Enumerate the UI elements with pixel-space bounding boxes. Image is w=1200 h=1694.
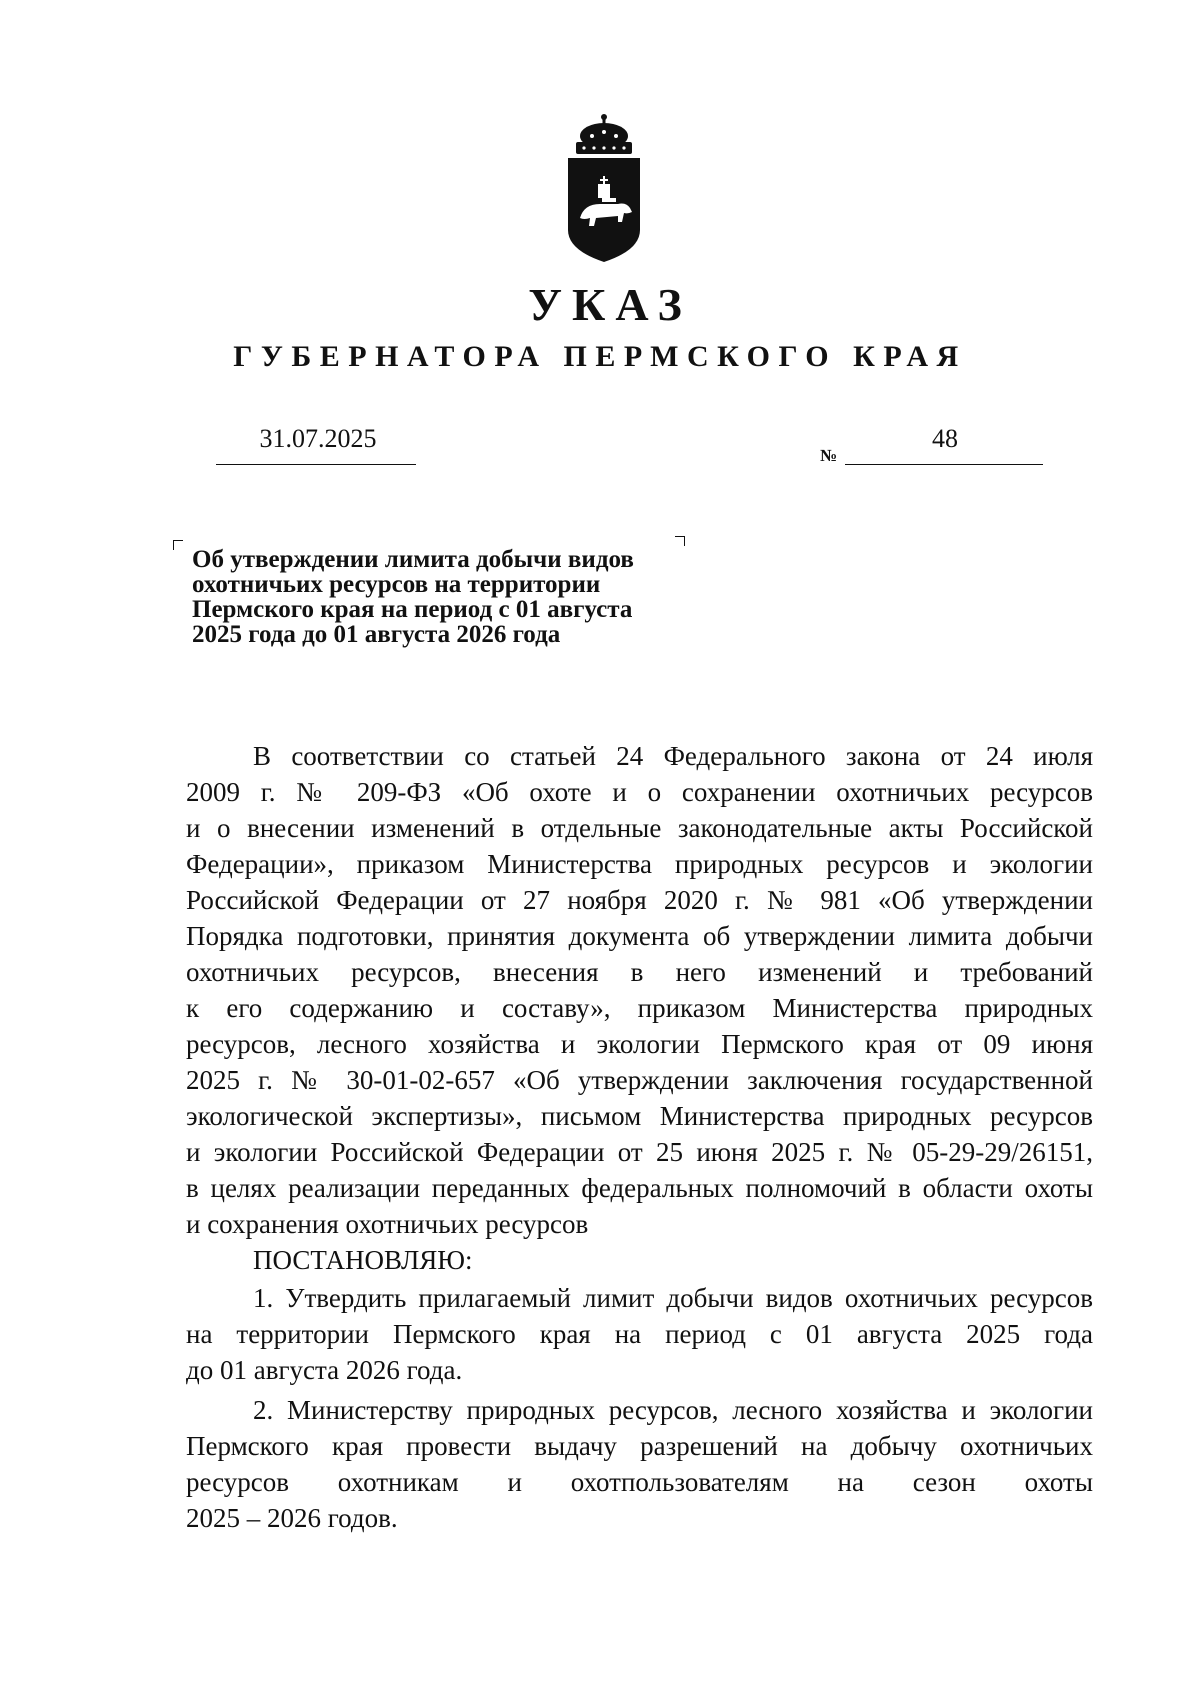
preamble-line: Федерации», приказом Министерства природных ресурсов и экологии <box>186 849 1093 879</box>
number-sign: № <box>820 446 838 465</box>
resolve-heading: ПОСТАНОВЛЯЮ: <box>253 1245 473 1275</box>
subject-line: охотничьих ресурсов на территории <box>192 571 601 598</box>
subject-line: 2025 года до 01 августа 2026 года <box>192 621 561 648</box>
preamble-line: 2009 г. № 209-ФЗ «Об охоте и о сохранении охотничьих ресурсов <box>186 777 1093 807</box>
subject-corner-left <box>173 540 183 550</box>
document-title: УКАЗ <box>528 279 692 330</box>
document-date: 31.07.2025 <box>259 424 377 453</box>
preamble-line: Российской Федерации от 27 ноября 2020 г. № 981 «Об утверждении <box>186 885 1093 915</box>
document-number: 48 <box>932 424 958 453</box>
preamble-line: ресурсов, лесного хозяйства и экологии Пермского края от 09 июня <box>186 1029 1093 1059</box>
document-subject <box>192 547 712 647</box>
subject-line: Об утверждении лимита добычи видов <box>192 546 634 573</box>
subject-corner-right <box>675 536 685 546</box>
item-line: на территории Пермского края на период с 01 августа 2025 года <box>186 1319 1093 1349</box>
preamble-line: охотничьих ресурсов, внесения в него изменений и требований <box>186 957 1093 987</box>
item-line: 1. Утвердить прилагаемый лимит добычи видов охотничьих ресурсов <box>253 1283 1093 1313</box>
item-line: ресурсов охотникам и охотпользователям на сезон охоты <box>186 1467 1093 1497</box>
preamble-line: 2025 г. № 30-01-02-657 «Об утверждении заключения государственной <box>186 1065 1093 1095</box>
item-line: 2. Министерству природных ресурсов, лесного хозяйства и экологии <box>253 1395 1093 1425</box>
subject-line: Пермского края на период с 01 августа <box>192 596 633 623</box>
preamble-line: и сохранения охотничьих ресурсов <box>186 1209 589 1239</box>
item-line: 2025 – 2026 годов. <box>186 1503 398 1533</box>
document-issuer: ГУБЕРНАТОРА ПЕРМСКОГО КРАЯ <box>233 340 967 373</box>
preamble-line: экологической экспертизы», письмом Министерства природных ресурсов <box>186 1101 1093 1131</box>
preamble-line: В соответствии со статьей 24 Федерального закона от 24 июля <box>253 741 1093 771</box>
preamble-line: к его содержанию и составу», приказом Министерства природных <box>186 993 1093 1023</box>
item-line: Пермского края провести выдачу разрешений на добычу охотничьих <box>186 1431 1093 1461</box>
date-underline <box>216 464 416 465</box>
preamble-line: в целях реализации переданных федеральных полномочий в области охоты <box>186 1173 1093 1203</box>
number-underline <box>845 464 1043 465</box>
item-line: до 01 августа 2026 года. <box>186 1355 463 1385</box>
preamble-line: Порядка подготовки, принятия документа об утверждении лимита добычи <box>186 921 1093 951</box>
perm-krai-coat-of-arms-icon <box>562 112 646 262</box>
preamble-line: и экологии Российской Федерации от 25 июня 2025 г. № 05-29-29/26151, <box>186 1137 1093 1167</box>
preamble-line: и о внесении изменений в отдельные законодательные акты Российской <box>186 813 1093 843</box>
